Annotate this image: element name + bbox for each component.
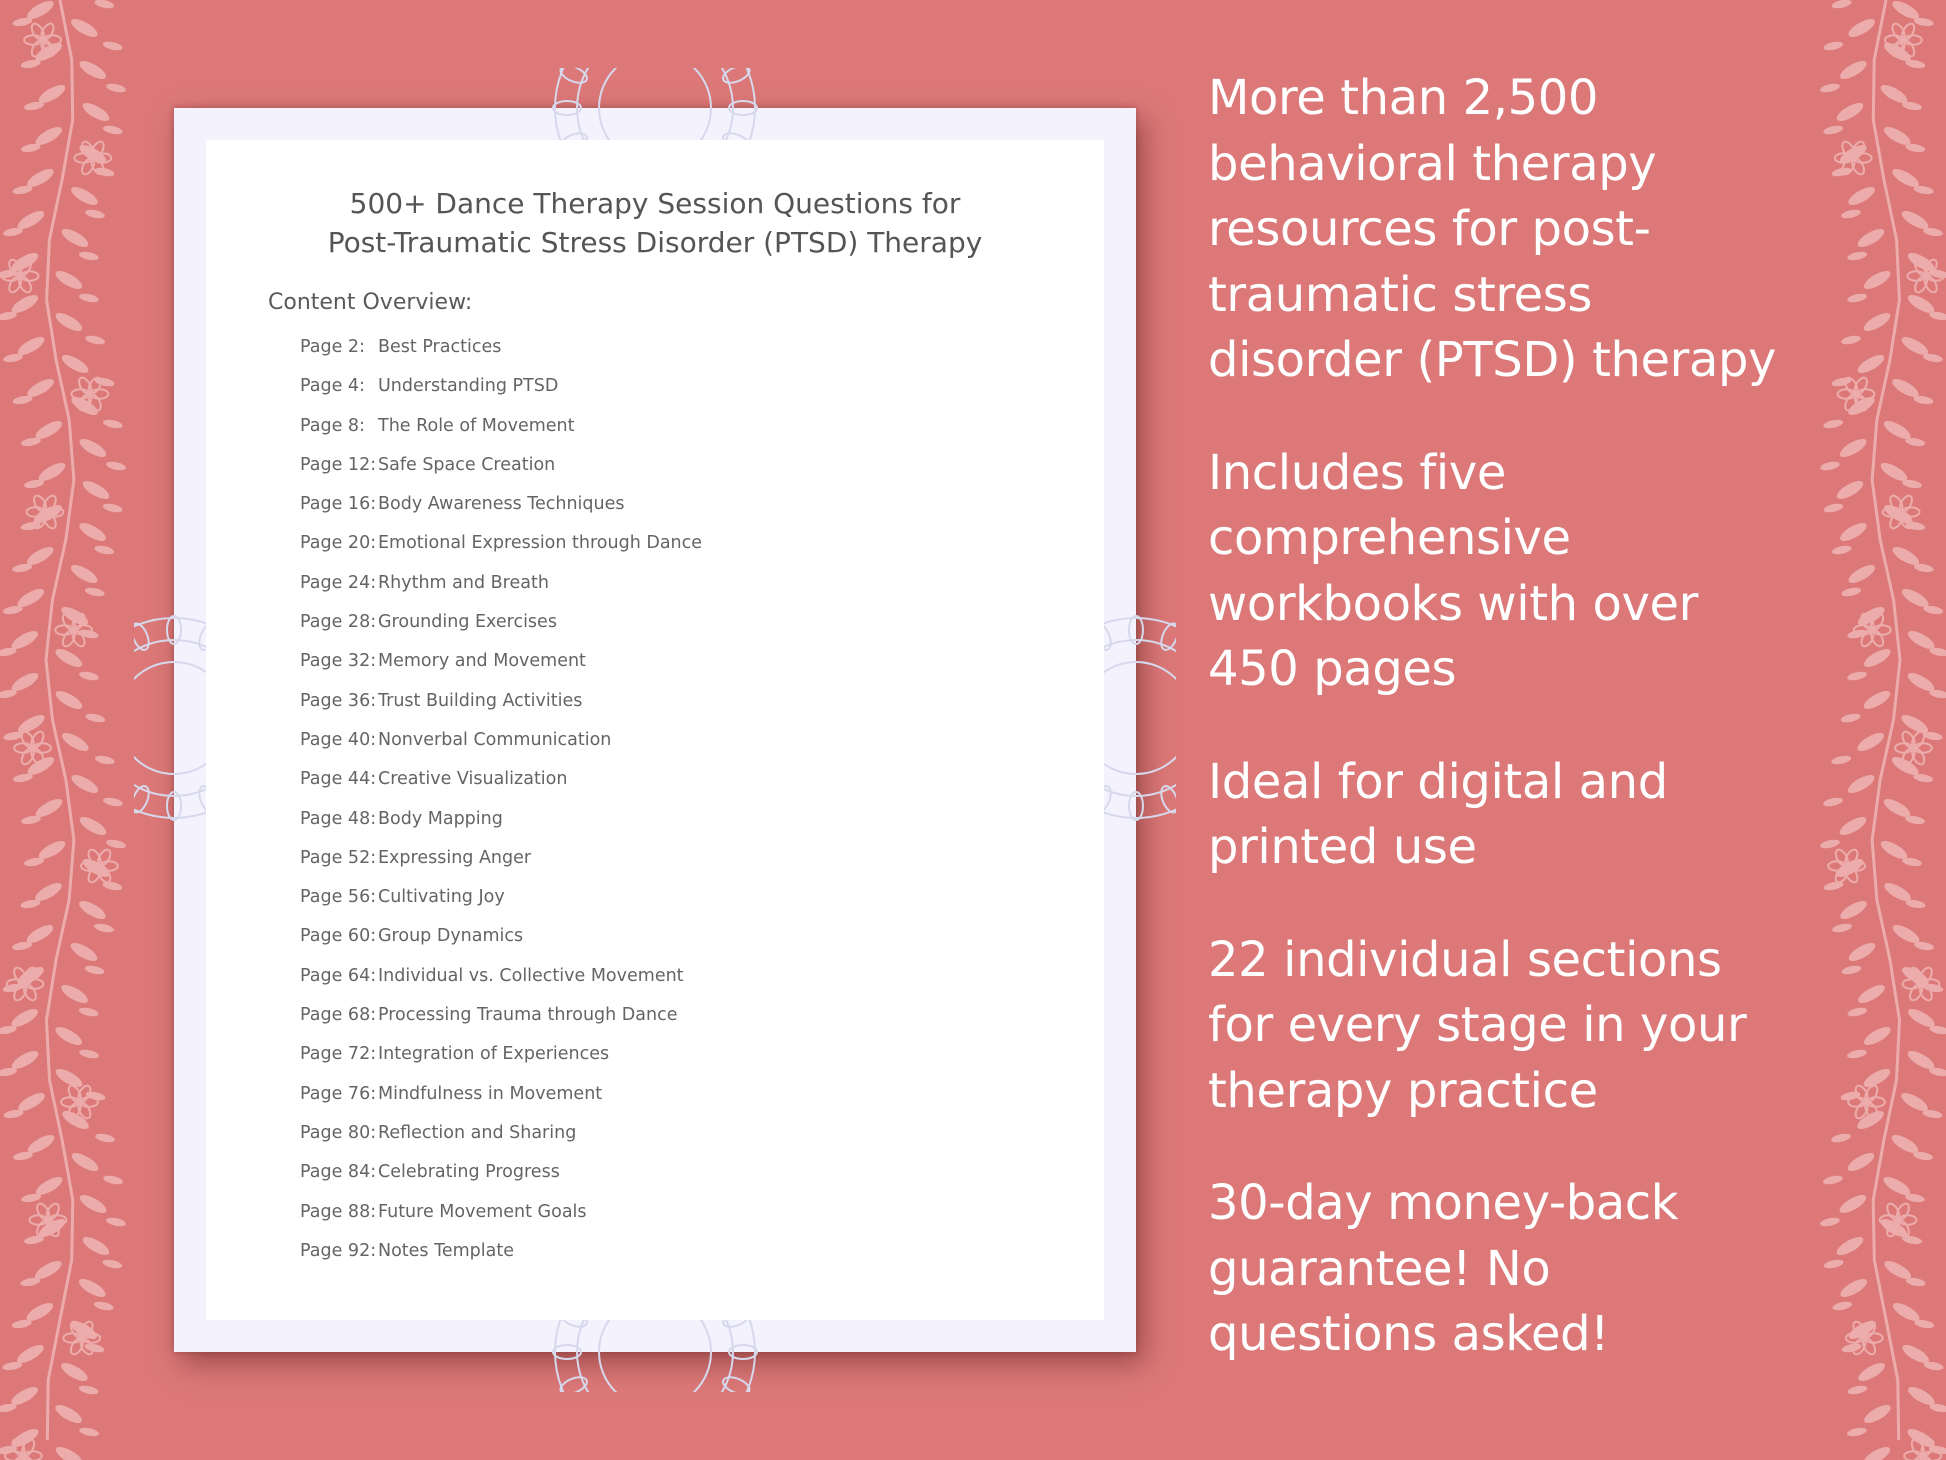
toc-page-number: Page 44:	[300, 769, 377, 790]
workbook-page-preview	[174, 108, 1136, 1352]
toc-section-title: Creative Visualization	[378, 769, 568, 790]
toc-section-title: Nonverbal Communication	[378, 729, 612, 750]
toc-item	[300, 808, 702, 847]
feature-line: Includes five	[1208, 444, 1506, 501]
feature-line: behavioral therapy	[1208, 135, 1657, 192]
toc-page-number: Page 40:	[300, 729, 377, 750]
toc-page-number: Page 20:	[300, 533, 377, 554]
toc-page-number: Page 16:	[300, 494, 377, 515]
floral-vine-icon	[0, 0, 130, 1460]
toc-item	[300, 1240, 702, 1279]
toc-item	[300, 1201, 702, 1240]
toc-item	[300, 415, 702, 454]
feature-line: therapy practice	[1208, 1062, 1598, 1119]
toc-item	[300, 454, 702, 493]
feature-line: traumatic stress	[1208, 266, 1593, 323]
content-overview-label: Content Overview:	[268, 290, 473, 315]
toc-item	[300, 1043, 702, 1082]
feature-line: resources for post-	[1208, 201, 1651, 257]
toc-item	[300, 690, 702, 729]
toc-page-number: Page 4:	[300, 376, 365, 397]
toc-item	[300, 493, 702, 532]
toc-page-number: Page 52:	[300, 847, 377, 868]
toc-page-number: Page 64:	[300, 965, 377, 986]
toc-item	[300, 729, 702, 768]
feature-line: 22 individual sections	[1208, 931, 1722, 988]
feature-text	[1208, 66, 1808, 394]
toc-section-title: Mindfulness in Movement	[378, 1083, 603, 1104]
toc-item	[300, 768, 702, 807]
page-content	[206, 140, 1104, 1320]
toc-item	[300, 1004, 702, 1043]
toc-section-title: Integration of Experiences	[378, 1044, 610, 1065]
feature-line: disorder (PTSD) therapy	[1208, 332, 1777, 388]
toc-item	[300, 650, 702, 689]
feature-line: 450 pages	[1208, 641, 1457, 697]
toc-page-number: Page 36:	[300, 690, 377, 711]
feature-line: comprehensive	[1208, 510, 1571, 566]
toc-section-title: Notes Template	[378, 1240, 514, 1261]
toc-item	[300, 847, 702, 886]
toc-section-title: Future Movement Goals	[378, 1201, 587, 1222]
toc-item	[300, 1161, 702, 1200]
toc-section-title: Group Dynamics	[378, 926, 524, 947]
toc-item	[300, 886, 702, 925]
toc-section-title: Cultivating Joy	[378, 887, 505, 908]
mandala-icon	[134, 588, 214, 848]
toc-page-number: Page 8:	[300, 415, 365, 436]
document-title	[206, 184, 1104, 262]
toc-page-number: Page 76:	[300, 1083, 377, 1104]
toc-item	[300, 532, 702, 571]
feature-list	[1208, 66, 1808, 1415]
toc-page-number: Page 80:	[300, 1122, 377, 1143]
feature-text	[1208, 750, 1808, 881]
toc-item	[300, 1083, 702, 1122]
toc-item	[300, 965, 702, 1004]
toc-page-number: Page 72:	[300, 1044, 377, 1065]
toc-page-number: Page 32:	[300, 651, 377, 672]
toc-section-title: Memory and Movement	[378, 651, 586, 672]
feature-line: workbooks with over	[1208, 575, 1698, 632]
mandala-icon	[505, 1312, 805, 1392]
mandala-icon	[505, 68, 805, 148]
toc-section-title: Body Awareness Techniques	[378, 494, 625, 515]
toc-page-number: Page 12:	[300, 454, 377, 475]
toc-section-title: Rhythm and Breath	[378, 572, 549, 593]
toc-page-number: Page 2:	[300, 337, 365, 357]
toc-item	[300, 572, 702, 611]
toc-page-number: Page 68:	[300, 1005, 377, 1026]
toc-page-number: Page 24:	[300, 572, 377, 593]
toc-page-number: Page 48:	[300, 808, 377, 829]
document-title-line: Post-Traumatic Stress Disorder (PTSD) Therapy	[327, 226, 983, 259]
toc-item	[300, 611, 702, 650]
toc-page-number: Page 28:	[300, 612, 377, 633]
toc-section-title: The Role of Movement	[378, 415, 575, 436]
toc-section-title: Best Practices	[378, 337, 502, 357]
toc-item	[300, 1122, 702, 1161]
toc-section-title: Expressing Anger	[378, 847, 532, 868]
toc-page-number: Page 56:	[300, 887, 377, 908]
toc-item	[300, 375, 702, 414]
toc-section-title: Understanding PTSD	[378, 376, 559, 397]
toc-page-number: Page 92:	[300, 1240, 377, 1261]
mandala-icon	[1096, 588, 1176, 848]
table-of-contents	[300, 336, 702, 1279]
feature-line: questions asked!	[1208, 1306, 1609, 1362]
feature-line: guarantee! No	[1208, 1240, 1551, 1297]
toc-section-title: Emotional Expression through Dance	[378, 533, 703, 554]
toc-section-title: Trust Building Activities	[378, 690, 583, 711]
toc-section-title: Celebrating Progress	[378, 1162, 560, 1183]
feature-line: 30-day money-back	[1208, 1175, 1679, 1231]
feature-text	[1208, 441, 1808, 703]
feature-text	[1208, 1171, 1808, 1368]
toc-item	[300, 925, 702, 964]
toc-page-number: Page 84:	[300, 1162, 377, 1183]
toc-section-title: Safe Space Creation	[378, 454, 556, 475]
feature-line: printed use	[1208, 819, 1477, 875]
feature-line: More than 2,500	[1208, 70, 1599, 126]
toc-page-number: Page 88:	[300, 1201, 377, 1222]
feature-line: Ideal for digital and	[1208, 753, 1668, 810]
feature-line: for every stage in your	[1208, 997, 1747, 1053]
toc-section-title: Processing Trauma through Dance	[378, 1005, 678, 1026]
floral-vine-icon	[1816, 0, 1946, 1460]
toc-item	[300, 336, 702, 375]
feature-text	[1208, 928, 1808, 1125]
toc-section-title: Reflection and Sharing	[378, 1122, 577, 1143]
toc-section-title: Body Mapping	[378, 808, 503, 829]
toc-section-title: Grounding Exercises	[378, 612, 557, 633]
document-title-line: 500+ Dance Therapy Session Questions for	[349, 187, 961, 220]
toc-page-number: Page 60:	[300, 926, 377, 947]
toc-section-title: Individual vs. Collective Movement	[378, 965, 684, 986]
